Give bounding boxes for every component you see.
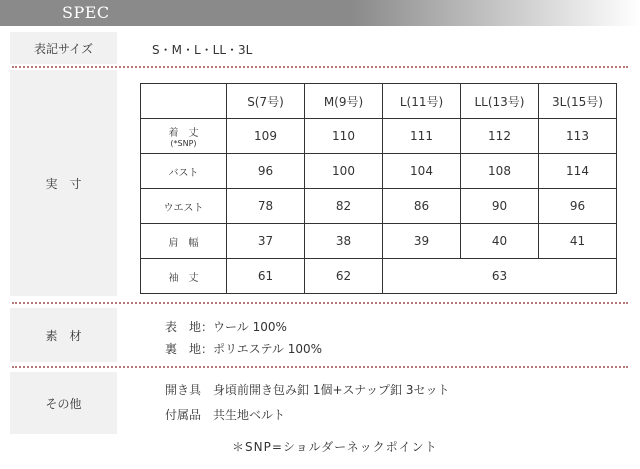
other-label: その他 bbox=[10, 372, 117, 434]
table-cell: 109 bbox=[227, 119, 305, 154]
row-label: ウエスト bbox=[141, 189, 227, 224]
table-corner-cell bbox=[141, 84, 227, 119]
column-header: L(11号) bbox=[383, 84, 461, 119]
row-label: バスト bbox=[141, 154, 227, 189]
table-cell: 40 bbox=[461, 224, 539, 259]
table-cell: 78 bbox=[227, 189, 305, 224]
divider bbox=[12, 66, 628, 68]
column-header: S(7号) bbox=[227, 84, 305, 119]
table-cell: 112 bbox=[461, 119, 539, 154]
sizes-value: S・M・L・LL・3L bbox=[152, 43, 253, 57]
measurements-label: 実 寸 bbox=[10, 70, 117, 296]
row-label bbox=[141, 119, 227, 154]
footnote: ＊SNP=ショルダーネックポイント bbox=[232, 440, 438, 454]
table-row bbox=[141, 259, 617, 294]
divider bbox=[12, 302, 628, 304]
row-label-text: 着 丈 bbox=[168, 128, 199, 139]
measurements-table bbox=[140, 83, 617, 294]
table-cell: 82 bbox=[305, 189, 383, 224]
table-cell: 114 bbox=[539, 154, 617, 189]
table-cell-merged: 63 bbox=[383, 259, 617, 294]
table-cell: 62 bbox=[305, 259, 383, 294]
material-line: 表 地：ウール 100% bbox=[165, 320, 287, 334]
other-line: 開き具 身頃前開き包み釦 1個+スナップ釦 3セット bbox=[165, 383, 450, 397]
row-label: 肩 幅 bbox=[141, 224, 227, 259]
spec-title: SPEC bbox=[62, 3, 110, 22]
table-cell: 111 bbox=[383, 119, 461, 154]
table-cell: 86 bbox=[383, 189, 461, 224]
table-cell: 38 bbox=[305, 224, 383, 259]
table-row bbox=[141, 154, 617, 189]
table-cell: 104 bbox=[383, 154, 461, 189]
table-cell: 110 bbox=[305, 119, 383, 154]
material-line: 裏 地：ポリエステル 100% bbox=[165, 342, 323, 356]
table-header-row bbox=[141, 84, 617, 119]
table-row bbox=[141, 189, 617, 224]
table-row bbox=[141, 224, 617, 259]
row-label-subtext: (*SNP) bbox=[170, 139, 197, 148]
table-cell: 90 bbox=[461, 189, 539, 224]
spec-header-bar bbox=[0, 0, 640, 26]
column-header: LL(13号) bbox=[461, 84, 539, 119]
column-header: M(9号) bbox=[305, 84, 383, 119]
column-header: 3L(15号) bbox=[539, 84, 617, 119]
table-cell: 61 bbox=[227, 259, 305, 294]
table-cell: 100 bbox=[305, 154, 383, 189]
row-label: 袖 丈 bbox=[141, 259, 227, 294]
table-cell: 96 bbox=[227, 154, 305, 189]
other-line: 付属品 共生地ベルト bbox=[165, 408, 286, 422]
table-cell: 37 bbox=[227, 224, 305, 259]
divider bbox=[12, 366, 628, 368]
table-row bbox=[141, 119, 617, 154]
table-cell: 39 bbox=[383, 224, 461, 259]
sizes-label: 表記サイズ bbox=[10, 32, 117, 64]
table-cell: 113 bbox=[539, 119, 617, 154]
material-label: 素 材 bbox=[10, 308, 117, 362]
table-cell: 96 bbox=[539, 189, 617, 224]
table-cell: 41 bbox=[539, 224, 617, 259]
table-cell: 108 bbox=[461, 154, 539, 189]
